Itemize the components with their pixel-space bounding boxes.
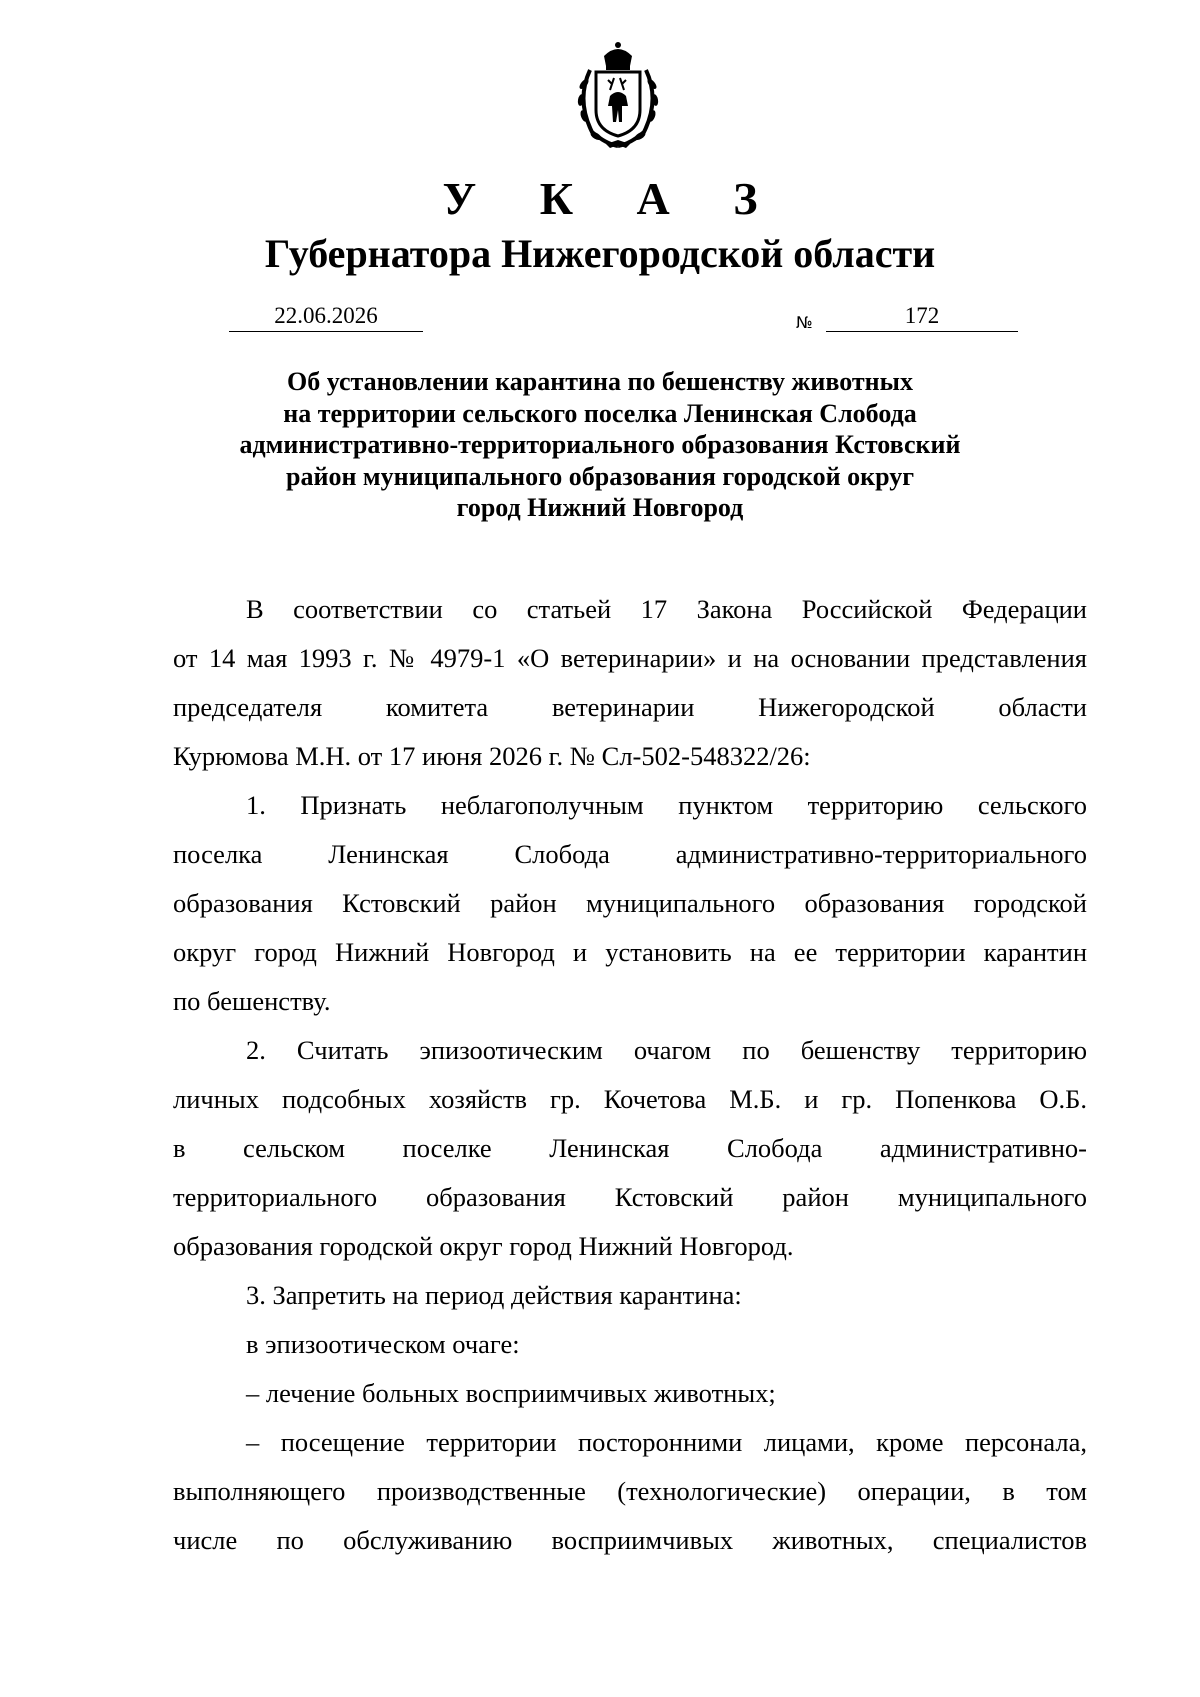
title-line: город Нижний Новгород bbox=[456, 493, 744, 522]
document-number: 172 bbox=[826, 303, 1018, 332]
document-type: У К А З bbox=[442, 173, 784, 224]
paragraph-line: – посещение территории посторонними лицами, кроме персонала, bbox=[246, 1427, 1087, 1457]
paragraph-line: образования Кстовский район муниципального образования городской bbox=[173, 888, 1087, 918]
coat-of-arms-icon bbox=[566, 40, 670, 150]
paragraph-line: территориального образования Кстовский район муниципального bbox=[173, 1182, 1087, 1212]
paragraph-line: в эпизоотическом очаге: bbox=[246, 1329, 520, 1359]
paragraph-line: от 14 мая 1993 г. № 4979-1 «О ветеринарии» и на основании представления bbox=[173, 643, 1087, 673]
paragraph-line: – лечение больных восприимчивых животных; bbox=[246, 1378, 776, 1408]
paragraph-line: выполняющего производственные (технологические) операции, в том bbox=[173, 1476, 1087, 1506]
paragraph-line: поселка Ленинская Слобода административно-территориального bbox=[173, 839, 1087, 869]
paragraph-line: числе по обслуживанию восприимчивых животных, специалистов bbox=[173, 1525, 1087, 1555]
title-line: на территории сельского поселка Ленинская Слобода bbox=[283, 398, 917, 428]
paragraph-line: округ город Нижний Новгород и установить на ее территории карантин bbox=[173, 937, 1087, 967]
title-line: административно-территориального образования Кстовский bbox=[239, 430, 961, 459]
issuer-title: Губернатора Нижегородской области bbox=[264, 231, 936, 276]
paragraph-line: по бешенству. bbox=[173, 986, 331, 1016]
paragraph-line: образования городской округ город Нижний Новгород. bbox=[173, 1231, 794, 1261]
paragraph-line: в сельском поселке Ленинская Слобода административно- bbox=[173, 1133, 1087, 1163]
paragraph-line: 1. Признать неблагополучным пунктом территорию сельского bbox=[246, 790, 1087, 820]
paragraph-line: председателя комитета ветеринарии Нижегородской области bbox=[173, 692, 1087, 722]
paragraph-line: 2. Считать эпизоотическим очагом по бешенству территорию bbox=[246, 1035, 1087, 1065]
paragraph-line: В соответствии со статьей 17 Закона Российской Федерации bbox=[246, 594, 1087, 624]
title-line: Об установлении карантина по бешенству животных bbox=[287, 367, 913, 396]
number-sign: № bbox=[796, 313, 813, 332]
paragraph-line: 3. Запретить на период действия карантина: bbox=[246, 1280, 742, 1310]
document-title bbox=[160, 366, 1040, 524]
document-date: 22.06.2026 bbox=[229, 303, 423, 332]
document-body bbox=[173, 585, 1087, 1565]
paragraph-line: Курюмова М.Н. от 17 июня 2026 г. № Сл-502-548322/26: bbox=[173, 741, 811, 771]
paragraph-line: личных подсобных хозяйств гр. Кочетова М.Б. и гр. Попенкова О.Б. bbox=[173, 1084, 1087, 1114]
title-line: район муниципального образования городской округ bbox=[286, 461, 914, 491]
